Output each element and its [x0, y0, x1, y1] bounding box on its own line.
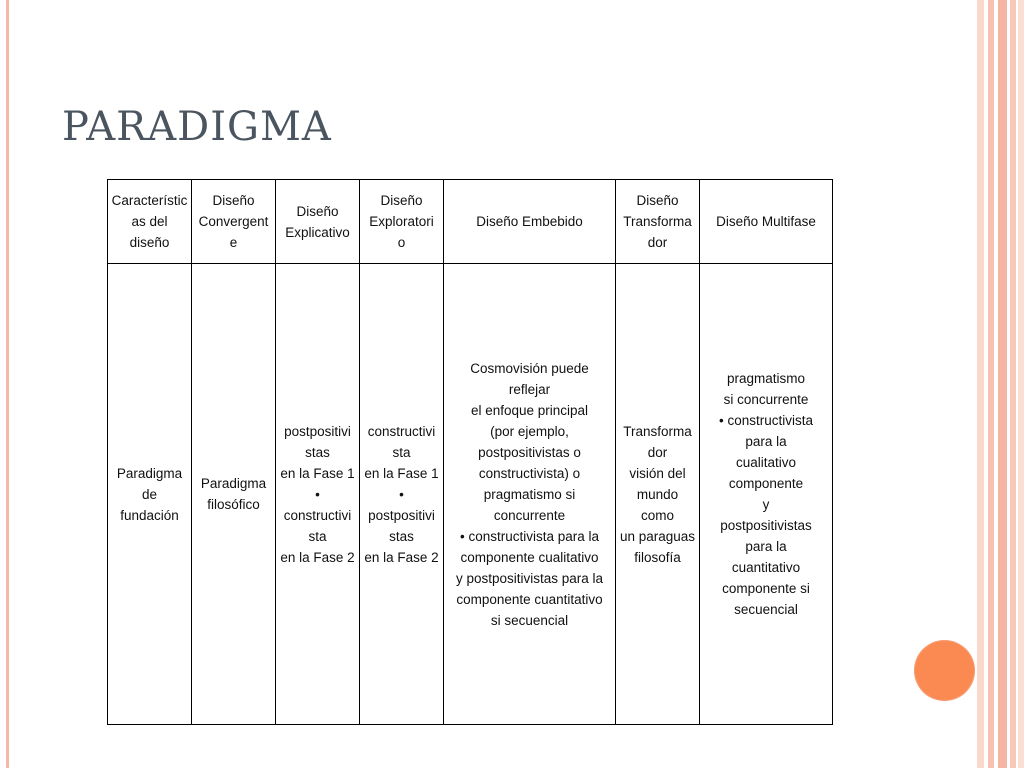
- decorative-circle: [914, 640, 975, 701]
- table-cell: postpositivi stas en la Fase 1 • constructivi sta en la Fase 2: [276, 264, 360, 725]
- right-border-stripe: [1010, 0, 1016, 768]
- table-cell: Paradigma filosófico: [192, 264, 276, 725]
- left-border-stripe: [6, 0, 9, 768]
- table-cell: Paradigma de fundación: [108, 264, 192, 725]
- paradigm-table: [107, 179, 833, 725]
- table-row: [108, 264, 833, 725]
- right-border-stripe: [1018, 0, 1024, 768]
- table-header-cell: Diseño Convergent e: [192, 180, 276, 264]
- table-header-cell: Diseño Embebido: [444, 180, 616, 264]
- table-header-row: [108, 180, 833, 264]
- right-border-stripe: [998, 0, 1007, 768]
- table-header-cell: Diseño Transforma dor: [616, 180, 700, 264]
- table-cell: pragmatismo si concurrente • constructivista para la cualitativo componente y postpositivistas para la cuantitativo componente si secuencial: [700, 264, 833, 725]
- table-header-cell: Característic as del diseño: [108, 180, 192, 264]
- right-border-stripe: [988, 0, 994, 768]
- right-border-stripe: [977, 0, 984, 768]
- table-cell: Transforma dor visión del mundo como un paraguas filosofía: [616, 264, 700, 725]
- table-header-cell: Diseño Exploratori o: [360, 180, 444, 264]
- table-header-cell: Diseño Multifase: [700, 180, 833, 264]
- slide-title: PARADIGMA: [62, 104, 332, 150]
- table-cell: constructivi sta en la Fase 1 • postpositivi stas en la Fase 2: [360, 264, 444, 725]
- table-cell: Cosmovisión puede reflejar el enfoque principal (por ejemplo, postpositivistas o constructivista) o pragmatismo si concurrente • constructivista para la componente cualitativo y postpositivistas para la componente cuantitativo si secuencial: [444, 264, 616, 725]
- table-header-cell: Diseño Explicativo: [276, 180, 360, 264]
